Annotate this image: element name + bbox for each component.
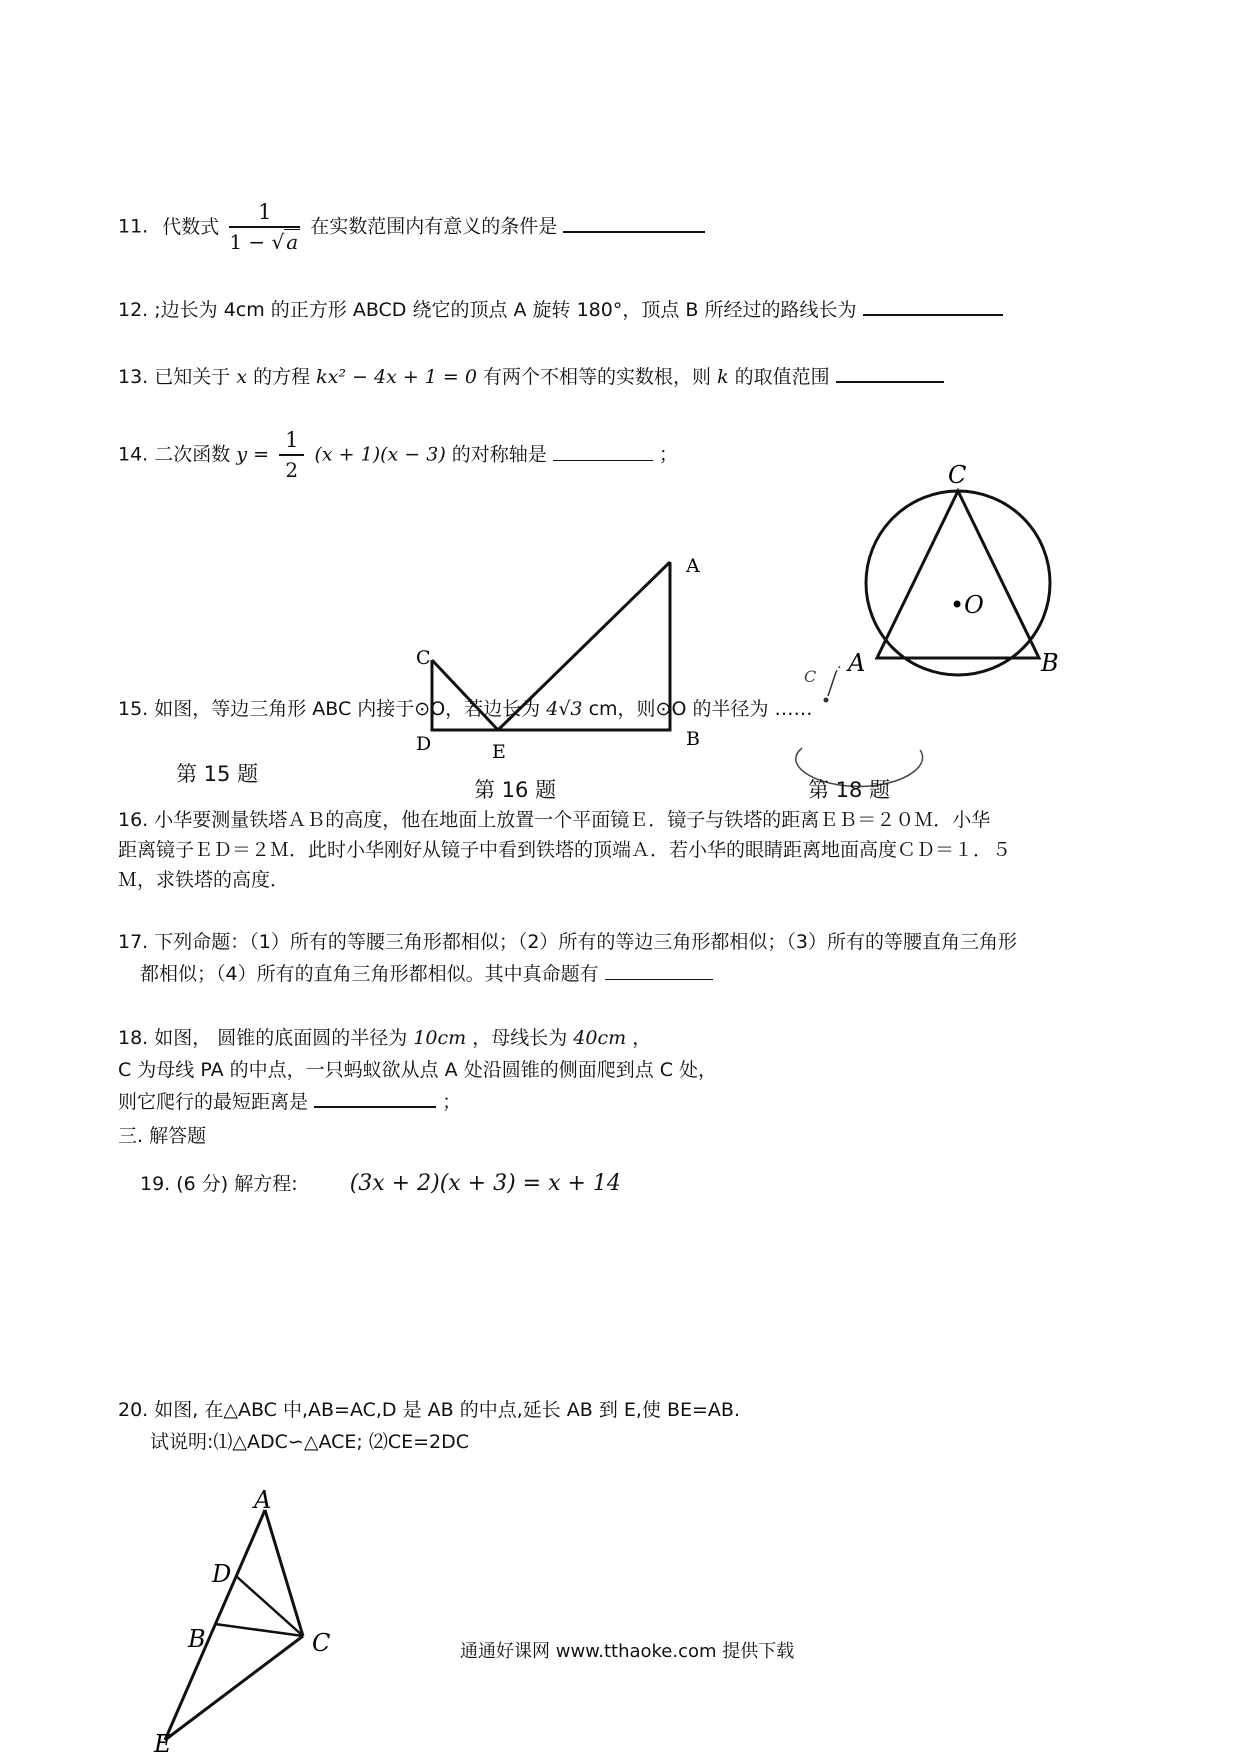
label-d: D <box>416 733 432 755</box>
caption-16: 第 16 题 <box>474 778 557 802</box>
question-15: 15. 如图，等边三角形 ABC 内接于⊙O，若边长为 4√3 cm，则⊙O 的半径为 …… <box>118 698 813 720</box>
section-heading: 三. 解答题 <box>118 1125 207 1147</box>
answer-blank[interactable] <box>863 314 1003 316</box>
question-18-line-2: C 为母线 PA 的中点，一只蚂蚁欲从点 A 处沿圆锥的侧面爬到点 C 处， <box>118 1059 718 1081</box>
label-c: C <box>804 667 817 686</box>
figure-18 <box>770 640 960 750</box>
label-a: A <box>686 555 700 577</box>
label-b: B <box>188 1625 206 1653</box>
fraction: $\frac{1}{2}$ <box>279 426 304 484</box>
label-c: C <box>948 461 967 489</box>
label-a: A <box>848 649 866 677</box>
caption-15: 第 15 题 <box>176 762 259 786</box>
question-19: 19. (6 分) 解方程: (3x + 2)(x + 3) = x + 14 <box>140 1171 621 1196</box>
figure-16 <box>410 555 710 763</box>
label-b: B <box>686 728 700 750</box>
question-20-line-2: 试说明:⑴△ADC∽△ACE; ⑵CE=2DC <box>150 1431 469 1453</box>
answer-blank[interactable] <box>605 979 713 980</box>
label-c: C <box>416 647 431 669</box>
fraction: $\frac{1}{1 - √ a}$ <box>229 200 299 254</box>
answer-blank[interactable] <box>836 381 944 383</box>
label-e: E <box>154 1730 172 1754</box>
label-o: •O <box>950 591 984 619</box>
question-18-line-1: 18. 如图， 圆锥的底面圆的半径为 10cm ，母线长为 40cm ， <box>118 1027 652 1049</box>
label-a: A <box>254 1486 272 1514</box>
caption-18: 第 18 题 <box>808 778 891 802</box>
label-e: E <box>492 741 506 763</box>
question-11: 11. 代数式 $\frac{1}{1 - √ a}$ 在实数范围内有意义的条件是 <box>118 198 705 256</box>
label-d: D <box>212 1560 232 1588</box>
label-b: B <box>1041 649 1059 677</box>
question-17-line-1: 17. 下列命题：（1）所有的等腰三角形都相似；（2）所有的等边三角形都相似；（3）所有的等腰直角三角形 <box>118 931 1018 953</box>
figure-20 <box>150 1486 350 1754</box>
answer-blank[interactable] <box>563 231 705 233</box>
question-18-line-3: 则它爬行的最短距离是 ； <box>118 1091 462 1113</box>
answer-blank[interactable] <box>553 460 653 461</box>
question-14: 14. 二次函数 y = $\frac{1}{2}$ (x + 1)(x − 3) 的对称轴是 ； <box>118 428 678 482</box>
question-16-line-2: 距离镜子ＥＤ＝２Ｍ．此时小华刚好从镜子中看到铁塔的顶端Ａ．若小华的眼睛距离地面高度ＣＤ＝１．５ <box>118 839 1012 861</box>
question-13: 13. 已知关于 x 的方程 kx² − 4x + 1 = 0 有两个不相等的实数根，则 k 的取值范围 <box>118 365 944 389</box>
question-20-line-1: 20. 如图, 在△ABC 中,AB=AC,D 是 AB 的中点,延长 AB 到 E,使 BE=AB. <box>118 1399 741 1421</box>
question-16-line-1: 16. 小华要测量铁塔ＡＢ的高度，他在地面上放置一个平面镜Ｅ．镜子与铁塔的距离ＥＢ＝２０Ｍ．小华 <box>118 809 991 831</box>
label-c: C <box>312 1629 331 1657</box>
question-17-line-2: 都相似；（4）所有的直角三角形都相似。其中真命题有 <box>140 962 713 986</box>
answer-blank[interactable] <box>314 1106 436 1108</box>
question-12: 12. ;边长为 4cm 的正方形 ABCD 绕它的顶点 A 旋转 180°，顶点 B 所经过的路线长为 <box>118 298 1003 322</box>
footer-credit: 通通好课网 www.tthaoke.com 提供下载 <box>460 1641 795 1662</box>
question-16-line-3: Ｍ，求铁塔的高度． <box>118 869 290 891</box>
